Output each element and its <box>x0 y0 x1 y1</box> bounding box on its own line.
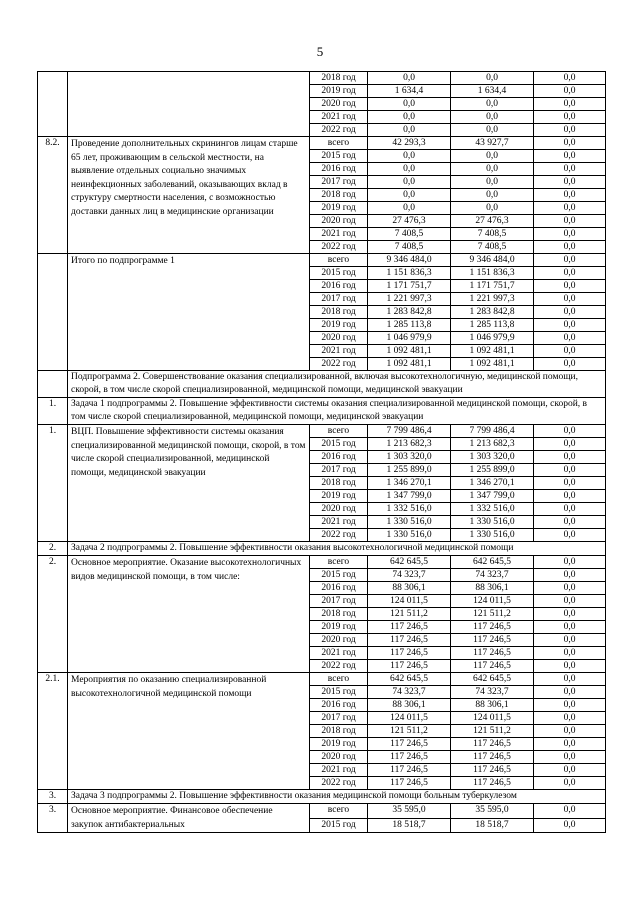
budget-value-cell: 18 518,7 <box>451 818 534 833</box>
other-value-cell: 0,0 <box>534 163 606 176</box>
other-value-cell: 0,0 <box>534 660 606 673</box>
total-value-cell: 1 330 516,0 <box>368 529 451 542</box>
other-value-cell: 0,0 <box>534 804 606 819</box>
other-value-cell: 0,0 <box>534 764 606 777</box>
budget-value-cell: 7 408,5 <box>451 228 534 241</box>
period-cell: 2017 год <box>310 293 368 306</box>
budget-value-cell: 1 330 516,0 <box>451 516 534 529</box>
budget-value-cell: 1 283 842,8 <box>451 306 534 319</box>
section-header-row <box>38 371 606 398</box>
budget-value-cell: 1 221 997,3 <box>451 293 534 306</box>
budget-value-cell: 642 645,5 <box>451 556 534 569</box>
budget-value-cell: 1 092 481,1 <box>451 345 534 358</box>
item-name-cell <box>68 72 310 137</box>
period-cell: 2019 год <box>310 202 368 215</box>
total-value-cell: 0,0 <box>368 72 451 85</box>
item-name-cell: Основное мероприятие. Оказание высокотехнологичных видов медицинской помощи, в том числе: <box>68 556 310 673</box>
total-value-cell: 117 246,5 <box>368 777 451 790</box>
budget-value-cell: 0,0 <box>451 72 534 85</box>
other-value-cell: 0,0 <box>534 176 606 189</box>
period-cell: 2021 год <box>310 111 368 124</box>
total-value-cell: 1 151 836,3 <box>368 267 451 280</box>
period-cell: 2018 год <box>310 608 368 621</box>
other-value-cell: 0,0 <box>534 818 606 833</box>
total-value-cell: 117 246,5 <box>368 647 451 660</box>
total-value-cell: 9 346 484,0 <box>368 254 451 267</box>
total-value-cell: 1 634,4 <box>368 85 451 98</box>
row-number-cell: 2. <box>38 542 68 556</box>
budget-value-cell: 117 246,5 <box>451 764 534 777</box>
period-cell: 2016 год <box>310 280 368 293</box>
budget-value-cell: 1 151 836,3 <box>451 267 534 280</box>
item-name-cell: Мероприятия по оказанию специализированной высокотехнологичной медицинской помощи <box>68 673 310 790</box>
period-cell: всего <box>310 804 368 819</box>
period-cell: 2015 год <box>310 818 368 833</box>
other-value-cell: 0,0 <box>534 319 606 332</box>
period-cell: 2022 год <box>310 241 368 254</box>
budget-value-cell: 121 511,2 <box>451 608 534 621</box>
total-value-cell: 117 246,5 <box>368 751 451 764</box>
other-value-cell: 0,0 <box>534 137 606 150</box>
other-value-cell: 0,0 <box>534 777 606 790</box>
other-value-cell: 0,0 <box>534 569 606 582</box>
budget-value-cell: 9 346 484,0 <box>451 254 534 267</box>
page-number: 5 <box>316 44 324 59</box>
budget-value-cell: 117 246,5 <box>451 738 534 751</box>
total-value-cell: 1 346 270,1 <box>368 477 451 490</box>
period-cell: 2020 год <box>310 98 368 111</box>
budget-value-cell: 0,0 <box>451 98 534 111</box>
total-value-cell: 117 246,5 <box>368 738 451 751</box>
budget-value-cell: 7 799 486,4 <box>451 425 534 438</box>
total-value-cell: 35 595,0 <box>368 804 451 819</box>
period-cell: 2022 год <box>310 124 368 137</box>
period-cell: 2020 год <box>310 634 368 647</box>
total-value-cell: 7 408,5 <box>368 241 451 254</box>
other-value-cell: 0,0 <box>534 254 606 267</box>
total-value-cell: 74 323,7 <box>368 686 451 699</box>
table-row <box>38 137 606 150</box>
budget-value-cell: 0,0 <box>451 176 534 189</box>
total-value-cell: 117 246,5 <box>368 634 451 647</box>
budget-value-cell: 117 246,5 <box>451 751 534 764</box>
other-value-cell: 0,0 <box>534 124 606 137</box>
other-value-cell: 0,0 <box>534 738 606 751</box>
budget-value-cell: 1 347 799,0 <box>451 490 534 503</box>
period-cell: 2022 год <box>310 529 368 542</box>
section-title-cell: Задача 1 подпрограммы 2. Повышение эффективности системы оказания специализированной медицинской помощи, скорой, в том числе скорой специализированной, медицинской помощи, медицинской эвакуации <box>68 398 606 425</box>
other-value-cell: 0,0 <box>534 438 606 451</box>
item-name-cell: ВЦП. Повышение эффективности системы оказания специализированной медицинской помощи, скорой, в том числе скорой специализированной, медицинской помощи, медицинской эвакуации <box>68 425 310 542</box>
total-value-cell: 18 518,7 <box>368 818 451 833</box>
total-value-cell: 117 246,5 <box>368 660 451 673</box>
budget-value-cell: 121 511,2 <box>451 725 534 738</box>
period-cell: 2019 год <box>310 85 368 98</box>
other-value-cell: 0,0 <box>534 582 606 595</box>
budget-value-cell: 124 011,5 <box>451 712 534 725</box>
section-header-row <box>38 542 606 556</box>
total-value-cell: 124 011,5 <box>368 712 451 725</box>
other-value-cell: 0,0 <box>534 673 606 686</box>
period-cell: 2021 год <box>310 647 368 660</box>
period-cell: 2015 год <box>310 150 368 163</box>
period-cell: 2020 год <box>310 751 368 764</box>
total-value-cell: 1 283 842,8 <box>368 306 451 319</box>
other-value-cell: 0,0 <box>534 111 606 124</box>
total-value-cell: 1 330 516,0 <box>368 516 451 529</box>
period-cell: 2018 год <box>310 725 368 738</box>
budget-value-cell: 1 332 516,0 <box>451 503 534 516</box>
total-value-cell: 0,0 <box>368 98 451 111</box>
budget-value-cell: 0,0 <box>451 111 534 124</box>
period-cell: 2016 год <box>310 451 368 464</box>
budget-value-cell: 0,0 <box>451 124 534 137</box>
other-value-cell: 0,0 <box>534 425 606 438</box>
budget-value-cell: 43 927,7 <box>451 137 534 150</box>
section-title-cell: Задача 3 подпрограммы 2. Повышение эффективности оказания медицинской помощи больным туберкулезом <box>68 790 606 804</box>
period-cell: 2022 год <box>310 358 368 371</box>
budget-value-cell: 0,0 <box>451 150 534 163</box>
table-row <box>38 425 606 438</box>
other-value-cell: 0,0 <box>534 215 606 228</box>
total-value-cell: 1 303 320,0 <box>368 451 451 464</box>
period-cell: 2020 год <box>310 503 368 516</box>
other-value-cell: 0,0 <box>534 358 606 371</box>
section-header-row <box>38 790 606 804</box>
budget-value-cell: 27 476,3 <box>451 215 534 228</box>
budget-value-cell: 1 092 481,1 <box>451 358 534 371</box>
period-cell: 2020 год <box>310 332 368 345</box>
other-value-cell: 0,0 <box>534 345 606 358</box>
period-cell: 2016 год <box>310 699 368 712</box>
budget-value-cell: 1 330 516,0 <box>451 529 534 542</box>
other-value-cell: 0,0 <box>534 228 606 241</box>
other-value-cell: 0,0 <box>534 306 606 319</box>
other-value-cell: 0,0 <box>534 150 606 163</box>
budget-value-cell: 117 246,5 <box>451 660 534 673</box>
period-cell: 2021 год <box>310 764 368 777</box>
budget-value-cell: 1 046 979,9 <box>451 332 534 345</box>
total-value-cell: 0,0 <box>368 163 451 176</box>
period-cell: всего <box>310 425 368 438</box>
total-value-cell: 0,0 <box>368 111 451 124</box>
total-value-cell: 74 323,7 <box>368 569 451 582</box>
table-row <box>38 673 606 686</box>
row-number-cell: 2. <box>38 556 68 673</box>
other-value-cell: 0,0 <box>534 490 606 503</box>
total-value-cell: 27 476,3 <box>368 215 451 228</box>
total-value-cell: 117 246,5 <box>368 621 451 634</box>
total-value-cell: 0,0 <box>368 189 451 202</box>
row-number-cell: 3. <box>38 804 68 833</box>
period-cell: 2017 год <box>310 464 368 477</box>
other-value-cell: 0,0 <box>534 595 606 608</box>
budget-value-cell: 1 346 270,1 <box>451 477 534 490</box>
other-value-cell: 0,0 <box>534 634 606 647</box>
budget-value-cell: 35 595,0 <box>451 804 534 819</box>
total-value-cell: 1 221 997,3 <box>368 293 451 306</box>
other-value-cell: 0,0 <box>534 686 606 699</box>
period-cell: 2018 год <box>310 72 368 85</box>
period-cell: всего <box>310 254 368 267</box>
table-row <box>38 72 606 85</box>
total-value-cell: 0,0 <box>368 202 451 215</box>
other-value-cell: 0,0 <box>534 241 606 254</box>
table-row <box>38 556 606 569</box>
total-value-cell: 42 293,3 <box>368 137 451 150</box>
budget-value-cell: 0,0 <box>451 163 534 176</box>
budget-value-cell: 1 303 320,0 <box>451 451 534 464</box>
budget-value-cell: 1 285 113,8 <box>451 319 534 332</box>
total-value-cell: 1 092 481,1 <box>368 345 451 358</box>
other-value-cell: 0,0 <box>534 85 606 98</box>
table-row <box>38 254 606 267</box>
total-value-cell: 7 799 486,4 <box>368 425 451 438</box>
period-cell: 2017 год <box>310 176 368 189</box>
total-value-cell: 642 645,5 <box>368 673 451 686</box>
period-cell: 2022 год <box>310 777 368 790</box>
other-value-cell: 0,0 <box>534 293 606 306</box>
period-cell: 2018 год <box>310 189 368 202</box>
period-cell: 2021 год <box>310 516 368 529</box>
total-value-cell: 1 213 682,3 <box>368 438 451 451</box>
period-cell: 2019 год <box>310 490 368 503</box>
budget-value-cell: 1 213 682,3 <box>451 438 534 451</box>
period-cell: 2021 год <box>310 345 368 358</box>
budget-value-cell: 1 255 899,0 <box>451 464 534 477</box>
row-number-cell: 1. <box>38 425 68 542</box>
other-value-cell: 0,0 <box>534 189 606 202</box>
other-value-cell: 0,0 <box>534 699 606 712</box>
period-cell: всего <box>310 137 368 150</box>
budget-value-cell: 0,0 <box>451 202 534 215</box>
table-row <box>38 804 606 819</box>
other-value-cell: 0,0 <box>534 621 606 634</box>
total-value-cell: 124 011,5 <box>368 595 451 608</box>
budget-table <box>37 71 606 833</box>
other-value-cell: 0,0 <box>534 529 606 542</box>
other-value-cell: 0,0 <box>534 332 606 345</box>
period-cell: 2016 год <box>310 582 368 595</box>
period-cell: 2017 год <box>310 712 368 725</box>
period-cell: 2019 год <box>310 621 368 634</box>
period-cell: 2018 год <box>310 477 368 490</box>
total-value-cell: 1 092 481,1 <box>368 358 451 371</box>
period-cell: 2015 год <box>310 569 368 582</box>
period-cell: всего <box>310 556 368 569</box>
item-name-cell: Основное мероприятие. Финансовое обеспечение закупок антибактериальных <box>68 804 310 833</box>
row-number-cell <box>38 371 68 398</box>
other-value-cell: 0,0 <box>534 503 606 516</box>
period-cell: 2022 год <box>310 660 368 673</box>
other-value-cell: 0,0 <box>534 477 606 490</box>
total-value-cell: 1 332 516,0 <box>368 503 451 516</box>
budget-value-cell: 117 246,5 <box>451 777 534 790</box>
budget-value-cell: 88 306,1 <box>451 699 534 712</box>
period-cell: 2015 год <box>310 438 368 451</box>
row-number-cell: 8.2. <box>38 137 68 254</box>
total-value-cell: 0,0 <box>368 176 451 189</box>
budget-value-cell: 7 408,5 <box>451 241 534 254</box>
total-value-cell: 88 306,1 <box>368 699 451 712</box>
period-cell: 2019 год <box>310 738 368 751</box>
period-cell: 2017 год <box>310 595 368 608</box>
other-value-cell: 0,0 <box>534 267 606 280</box>
total-value-cell: 1 255 899,0 <box>368 464 451 477</box>
period-cell: 2020 год <box>310 215 368 228</box>
other-value-cell: 0,0 <box>534 98 606 111</box>
budget-value-cell: 124 011,5 <box>451 595 534 608</box>
budget-value-cell: 1 634,4 <box>451 85 534 98</box>
total-value-cell: 121 511,2 <box>368 725 451 738</box>
period-cell: 2019 год <box>310 319 368 332</box>
other-value-cell: 0,0 <box>534 647 606 660</box>
budget-value-cell: 117 246,5 <box>451 647 534 660</box>
section-header-row <box>38 398 606 425</box>
other-value-cell: 0,0 <box>534 712 606 725</box>
period-cell: 2016 год <box>310 163 368 176</box>
other-value-cell: 0,0 <box>534 608 606 621</box>
total-value-cell: 1 046 979,9 <box>368 332 451 345</box>
other-value-cell: 0,0 <box>534 751 606 764</box>
budget-value-cell: 0,0 <box>451 189 534 202</box>
budget-value-cell: 1 171 751,7 <box>451 280 534 293</box>
total-value-cell: 0,0 <box>368 150 451 163</box>
other-value-cell: 0,0 <box>534 464 606 477</box>
other-value-cell: 0,0 <box>534 516 606 529</box>
other-value-cell: 0,0 <box>534 72 606 85</box>
budget-value-cell: 117 246,5 <box>451 634 534 647</box>
period-cell: 2021 год <box>310 228 368 241</box>
budget-value-cell: 88 306,1 <box>451 582 534 595</box>
total-value-cell: 7 408,5 <box>368 228 451 241</box>
total-value-cell: 88 306,1 <box>368 582 451 595</box>
period-cell: 2015 год <box>310 267 368 280</box>
total-value-cell: 1 347 799,0 <box>368 490 451 503</box>
row-number-cell <box>38 72 68 137</box>
total-value-cell: 1 171 751,7 <box>368 280 451 293</box>
other-value-cell: 0,0 <box>534 451 606 464</box>
budget-value-cell: 74 323,7 <box>451 569 534 582</box>
other-value-cell: 0,0 <box>534 280 606 293</box>
total-value-cell: 642 645,5 <box>368 556 451 569</box>
total-value-cell: 1 285 113,8 <box>368 319 451 332</box>
other-value-cell: 0,0 <box>534 202 606 215</box>
period-cell: 2018 год <box>310 306 368 319</box>
other-value-cell: 0,0 <box>534 556 606 569</box>
period-cell: 2015 год <box>310 686 368 699</box>
row-number-cell: 1. <box>38 398 68 425</box>
section-title-cell: Задача 2 подпрограммы 2. Повышение эффективности оказания высокотехнологичной медицинской помощи <box>68 542 606 556</box>
item-name-cell: Проведение дополнительных скринингов лицам старше 65 лет, проживающим в сельской местности, на выявление отдельных социально значимых неинфекционных заболеваний, оказывающих вклад в структуру смертности населения, с возможностью доставки данных лиц в медицинские организации <box>68 137 310 254</box>
section-title-cell: Подпрограмма 2. Совершенствование оказания специализированной, включая высокотехнологичную, медицинской помощи, скорой, в том числе скорой специализированной, медицинской помощи, медицинской эвакуации <box>68 371 606 398</box>
other-value-cell: 0,0 <box>534 725 606 738</box>
budget-value-cell: 642 645,5 <box>451 673 534 686</box>
total-value-cell: 117 246,5 <box>368 764 451 777</box>
total-value-cell: 121 511,2 <box>368 608 451 621</box>
row-number-cell: 3. <box>38 790 68 804</box>
budget-value-cell: 74 323,7 <box>451 686 534 699</box>
total-value-cell: 0,0 <box>368 124 451 137</box>
item-name-cell: Итого по подпрограмме 1 <box>68 254 310 371</box>
budget-value-cell: 117 246,5 <box>451 621 534 634</box>
row-number-cell: 2.1. <box>38 673 68 790</box>
row-number-cell <box>38 254 68 371</box>
period-cell: всего <box>310 673 368 686</box>
